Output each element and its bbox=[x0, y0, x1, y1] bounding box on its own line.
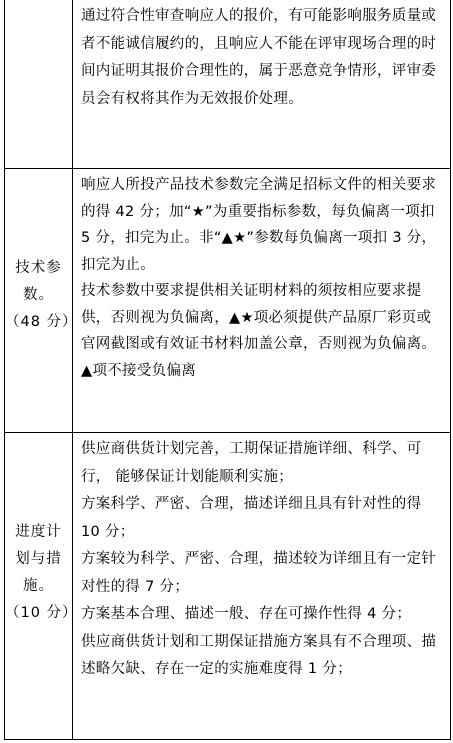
criterion-points: （10 分） bbox=[5, 605, 78, 621]
description-paragraph: 方案较为科学、严密、合理，描述较为详细且有一定针对性的得 7 分； bbox=[81, 551, 437, 595]
criterion-label bbox=[5, 519, 78, 627]
criterion-cell bbox=[5, 169, 78, 432]
description-paragraph: 供应商供货计划完善，工期保证措施详细、科学、可行， 能够保证计划能顺利实施； bbox=[81, 441, 422, 485]
criterion-line: 技术参 bbox=[15, 260, 62, 276]
criterion-line: 划与措 bbox=[15, 551, 62, 567]
criterion-line: 施。 bbox=[23, 578, 54, 594]
scoring-table bbox=[4, 0, 451, 740]
description-paragraph: 方案基本合理、描述一般、存在可操作性得 4 分； bbox=[81, 606, 412, 622]
description-cell bbox=[73, 0, 450, 168]
description-paragraph: 供应商供货计划和工期保证措施方案具有不合理项、描述略欠缺、存在一定的实施难度得 1 分； bbox=[81, 633, 437, 677]
description-paragraph: 通过符合性审查响应人的报价，有可能影响服务质量或者不能诚信履约的，且响应人不能在评审现场合理的时间内证明其报价合理性的，属于恶意竞争情形，评审委员会有权将其作为无效报价处理。 bbox=[81, 8, 437, 107]
criterion-cell bbox=[5, 0, 73, 168]
table-row bbox=[5, 168, 450, 432]
description-cell bbox=[73, 433, 450, 740]
description-cell bbox=[73, 169, 450, 432]
criterion-points: （48 分） bbox=[5, 314, 78, 330]
description-paragraph: 技术参数中要求提供相关证明材料的须按相应要求提供，否则视为负偏离，▲★项必须提供产品原厂彩页或官网截图或有效证书材料加盖公章，否则视为负偏离。▲项不接受负偏离 bbox=[81, 283, 437, 379]
description-paragraph: 响应人所投产品技术参数完全满足招标文件的相关要求的得 42 分；加“★”为重要指标参数，每负偏离一项扣 5 分，扣完为止。非“▲★”参数每负偏离一项扣 3 分，扣完为止。 bbox=[81, 177, 437, 273]
table-row bbox=[5, 432, 450, 740]
criterion-label bbox=[5, 255, 78, 336]
criterion-cell bbox=[5, 433, 78, 740]
table-row bbox=[5, 0, 450, 168]
criterion-line: 数。 bbox=[23, 287, 54, 303]
criterion-line: 进度计 bbox=[15, 524, 62, 540]
description-paragraph: 方案科学、严密、合理，描述详细且具有针对性的得 10 分； bbox=[81, 496, 422, 540]
